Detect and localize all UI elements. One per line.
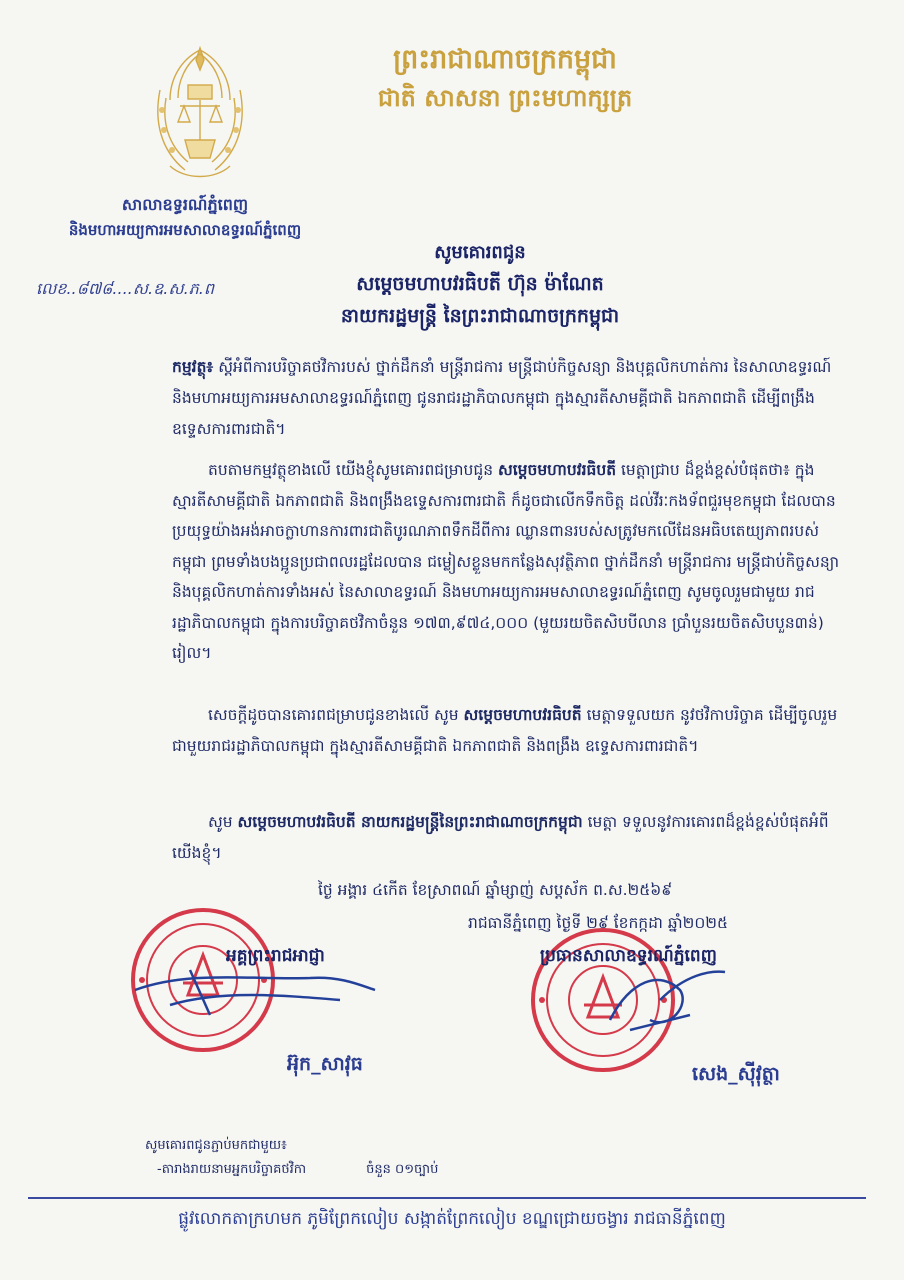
institution-subname: និងមហាអយ្យការអមសាលាឧទ្ធរណ៍ភ្នំពេញ (68, 221, 302, 239)
kingdom-title: ព្រះរាជាណាចក្រកម្ពុជា (393, 44, 617, 75)
court-emblem-icon (140, 40, 260, 190)
enclosure-title: សូមគោរពជូនភ្ជាប់មកជាមួយ៖ (145, 1138, 287, 1153)
p2-bold: សម្តេចមហាបវរធិបតី (463, 706, 582, 724)
addressee-name: សម្តេចមហាបវរធិបតី ហ៊ុន ម៉ាណែត (356, 273, 604, 295)
addressee-block (260, 238, 700, 332)
footer-divider (28, 1197, 866, 1199)
p1-rest: មេត្តាជ្រាប ដ៏ខ្ពង់ខ្ពស់បំផុតថា៖ ក្នុងស្មារតីសាមគ្គីជាតិ ឯកភាពជាតិ និងពង្រឹងឧទ្ទេសការពារជាតិ ក៏ដូចជាលើកទឹកចិត្ត ដល់វីរៈកងទ័ពជួរមុខកម្ពុជា ដែលបានប្រយុទ្ធយ៉ាងអង់អាចក្លាហានការពារជាតិបូរណភាពទឹកដីពីការ ឈ្លានពានរបស់សត្រូវមកលើដែនអធិបតេយ្យភាពរបស់កម្ពុជា ព្រមទាំងបងប្អូនប្រជាពលរដ្ឋដែលបាន ជម្លៀសខ្លួនមកកន្លែងសុវត្ថិភាព ថ្នាក់ដឹកនាំ មន្ត្រីរាជការ មន្ត្រីជាប់កិច្ចសន្យា និងបុគ្គលិកហាត់ការទាំងអស់ នៃសាលាឧទ្ធរណ៍ និងមហាអយ្យការអមសាលាឧទ្ធរណ៍ភ្នំពេញ សូមចូលរួមជាមួយ រាជរដ្ឋាភិបាលកម្ពុជា ក្នុងការបរិច្ចាគថវិកាចំនួន ១៧៣,៩៧៤,០០០ (មួយរយចិតសិបបីលាន ប្រាំបួនរយចិតសិបបួន៣ន់) រៀល។ (172, 461, 840, 662)
p2-lead: សេចក្តីដូចបានគោរពជម្រាបជូនខាងលើ សូម (208, 706, 459, 724)
solar-date: រាជធានីភ្នំពេញ ថ្ងៃទី ២៩ ខែកក្កដា ឆ្នាំ២០២៥ (468, 914, 729, 932)
right-signature-icon (600, 960, 730, 1040)
reference-number: លេខ..៨៧៨....ស.ឧ.ស.ភ.ព (36, 279, 215, 298)
p3-lead: សូម (208, 813, 233, 831)
p1-bold: សម្តេចមហាបវរធិបតី (497, 461, 617, 479)
p3-bold: សម្តេចមហាបវរធិបតី នាយករដ្ឋមន្ត្រីនៃព្រះរាជាណាចក្រកម្ពុជា (237, 813, 583, 831)
institution-name: សាលាឧទ្ធរណ៍ភ្នំពេញ (121, 195, 249, 214)
kingdom-header (345, 40, 665, 116)
paragraph-2 (172, 700, 842, 762)
p1-lead: តបតាមកម្មវត្ថុខាងលើ យើងខ្ញុំសូមគោរពជម្រាបជូន (208, 461, 494, 479)
paragraph-3 (172, 807, 842, 869)
right-signatory-name: សេង_ស៊ីវុត្ថា (692, 1063, 780, 1085)
p3-rest: មេត្តា ទទួលនូវការគោរពដ៏ខ្ពង់ខ្ពស់បំផុតអំពីយើងខ្ញុំ។ (172, 813, 829, 862)
left-signatory-name: អ៊ុក_សាវុធ (287, 1053, 363, 1075)
subject-label: កម្មវត្ថុ៖ (172, 358, 214, 376)
paragraph-1 (172, 455, 842, 669)
enclosure-item: -តារាងរាយនាមអ្នកបរិច្ចាគថវិកា (157, 1162, 307, 1177)
addressee-title: នាយករដ្ឋមន្ត្រី នៃព្រះរាជាណាចក្រកម្ពុជា (340, 305, 620, 327)
left-signatory-role: អគ្គព្រះរាជអាជ្ញា (226, 946, 325, 966)
enclosure (145, 1134, 438, 1182)
institution-block (20, 192, 350, 242)
subject (172, 352, 842, 445)
greeting: សូមគោរពជូន (434, 242, 526, 263)
lunar-date: ថ្ងៃ អង្គារ ៤កើត ខែស្រាពណ៍ ឆ្នាំម្សាញ់ សប្តស័ក ព.ស.២៥៦៩ (318, 881, 673, 899)
enclosure-qty: ចំនួន ០១ច្បាប់ (366, 1162, 439, 1177)
right-signatory-role: ប្រធានសាលាឧទ្ធរណ៍ភ្នំពេញ (540, 946, 717, 966)
subject-text: ស្តីអំពីការបរិច្ចាគថវិការបស់ ថ្នាក់ដឹកនាំ មន្ត្រីរាជការ មន្ត្រីជាប់កិច្ចសន្យា និងបុគ្គលិកហាត់ការ នៃសាលាឧទ្ធរណ៍ និងមហាអយ្យការអមសាលាឧទ្ធរណ៍ភ្នំពេញ ជូនរាជរដ្ឋាភិបាលកម្ពុជា ក្នុងស្មារតីសាមគ្គីជាតិ ឯកភាពជាតិ ដើម្បីពង្រឹងឧទ្ទេសការពារជាតិ។ (172, 358, 832, 438)
p2-rest: មេត្តាទទួលយក នូវថវិកាបរិច្ចាគ ដើម្បីចូលរួមជាមួយរាជរដ្ឋាភិបាលកម្ពុជា ក្នុងស្មារតីសាមគ្គីជាតិ ឯកភាពជាតិ និងពង្រឹង ឧទ្ទេសការពារជាតិ។ (172, 706, 838, 755)
footer-address: ផ្លូវលោកតាក្រហមក ភូមិព្រែកលៀប សង្កាត់ព្រែកលៀប ខណ្ឌជ្រោយចង្វារ រាជធានីភ្នំពេញ (178, 1209, 726, 1229)
kingdom-motto: ជាតិ សាសនា ព្រះមហាក្សត្រ (377, 83, 633, 112)
